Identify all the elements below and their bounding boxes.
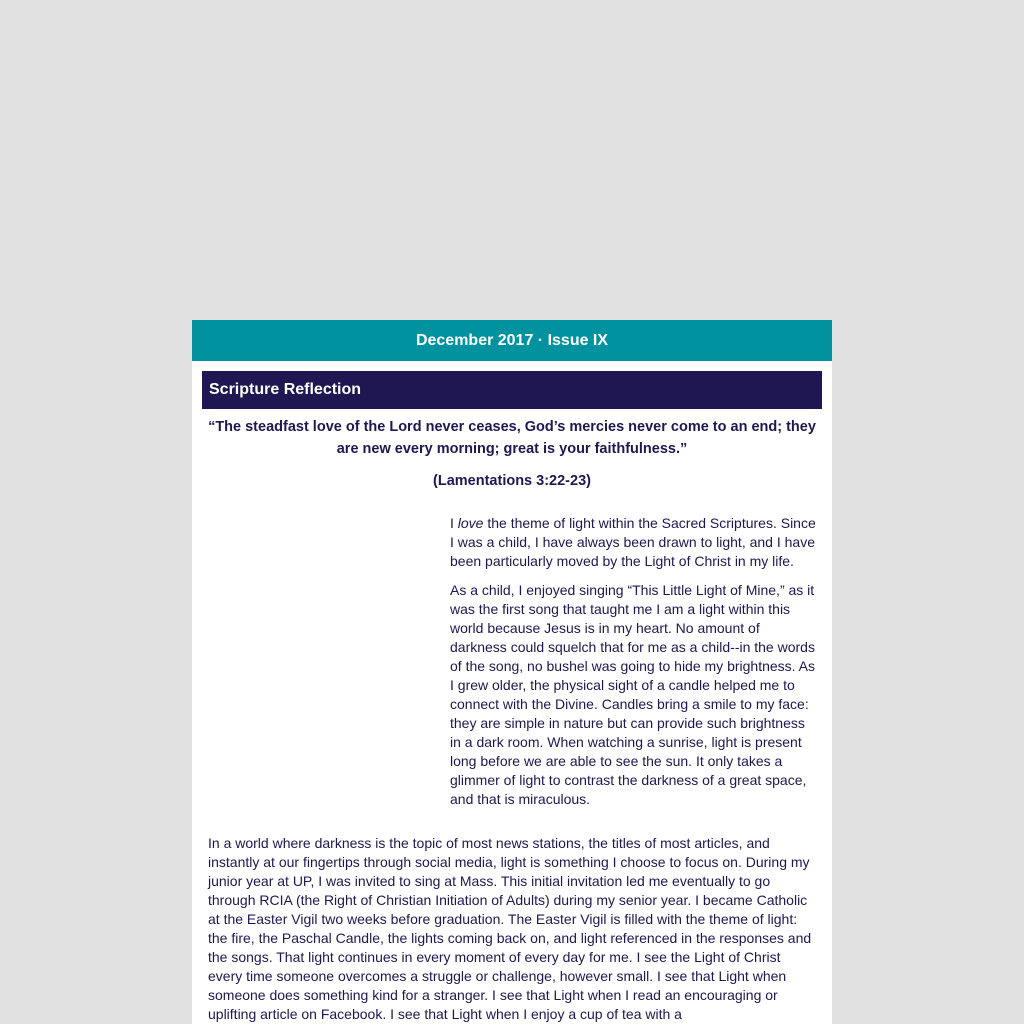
scripture-quote: “The steadfast love of the Lord never ceases, God’s mercies never come to an end; they are new every morning; great is your faithfulness.” [208,419,816,457]
article-paragraph-2: As a child, I enjoyed singing “This Little Light of Mine,” as it was the first song that taught me I am a light within this world because Jesus is in my heart. No amount of darkness could squelch that for me as a child--in the words of the song, no bushel was going to hide my brightness. As I grew older, the physical sight of a candle helped me to connect with the Divine. Candles bring a smile to my face: they are simple in nature but can provide such brightness in a dark room. When watching a sunrise, light is present long before we are able to see the sun. It only takes a glimmer of light to contrast the darkness of a great space, and that is miraculous. [450,582,816,807]
article-right-column [450,514,816,809]
article-paragraph-1 [450,514,816,571]
paragraph-1-start: I [450,515,458,531]
image-placeholder [208,514,450,834]
section-title: Scripture Reflection [202,371,822,409]
scripture-citation: (Lamentations 3:22-23) [433,473,591,489]
paragraph-1-emphasis: love [457,515,484,531]
article-paragraph-3: In a world where darkness is the topic of most news stations, the titles of most articles, and instantly at our fingertips through social media, light is something I choose to focus on. During my junior year at UP, I was invited to sing at Mass. This initial invitation led me eventually to go through RCIA (the Right of Christian Initiation of Adults) during my senior year. I became Catholic at the Easter Vigil two weeks before graduation. The Easter Vigil is filled with the theme of light: the fire, the Paschal Candle, the lights coming back on, and light referenced in the responses and the songs. That light continues in every moment of every day for me. I see the Light of Christ every time someone overcomes a struggle or challenge, however small. I see that Light when someone does something kind for a stranger. I see that Light when I read an encouraging or uplifting article on Facebook. I see that Light when I enjoy a cup of tea with a [208,835,812,1022]
newsletter [192,320,832,1024]
article-body [208,514,816,1024]
paragraph-1-end: the theme of light within the Sacred Scriptures. Since I was a child, I have always been drawn to light, and I have been particularly moved by the Light of Christ in my life. [450,515,816,569]
issue-header: December 2017 · Issue IX [192,320,832,361]
